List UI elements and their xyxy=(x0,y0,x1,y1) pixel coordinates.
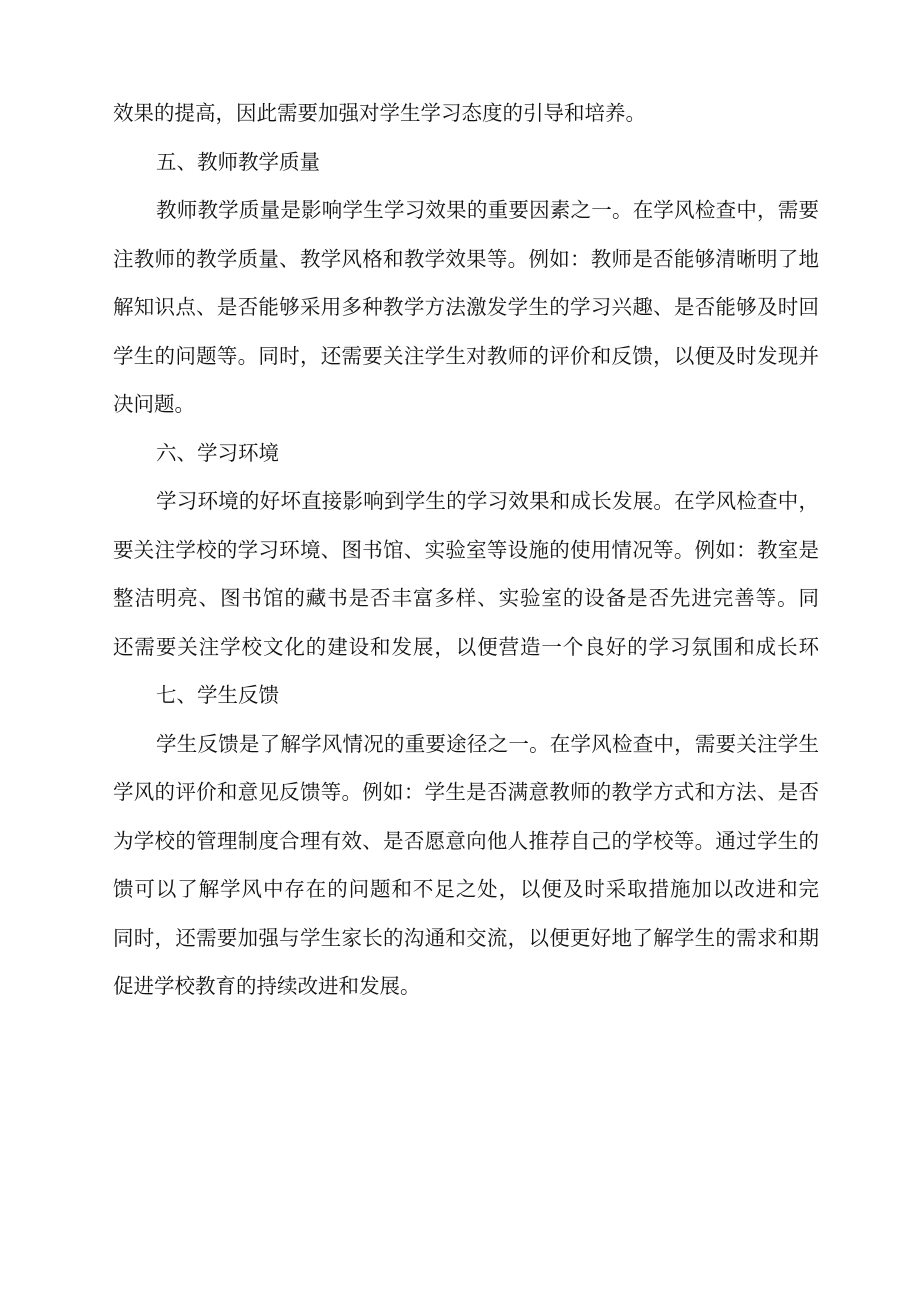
paragraph-line: 学生的问题等。同时，还需要关注学生对教师的评价和反馈，以便及时发现并 xyxy=(113,343,819,368)
paragraph-line: 整洁明亮、图书馆的藏书是否丰富多样、实验室的设备是否先进完善等。同 xyxy=(113,586,819,610)
paragraph-line: 学生反馈是了解学风情况的重要途径之一。在学风检查中，需要关注学生 xyxy=(156,731,819,756)
paragraph-line: 教师教学质量是影响学生学习效果的重要因素之一。在学风检查中，需要 xyxy=(156,198,819,222)
section-heading-teaching-quality: 五、教师教学质量 xyxy=(156,149,320,174)
paragraph-line: 效果的提高，因此需要加强对学生学习态度的引导和培养。 xyxy=(113,101,646,125)
section-heading-learning-environment: 六、学习环境 xyxy=(156,440,279,465)
paragraph-line: 学习环境的好坏直接影响到学生的学习效果和成长发展。在学风检查中， xyxy=(156,489,819,513)
paragraph-line: 促进学校教育的持续改进和发展。 xyxy=(113,974,421,998)
paragraph-line: 注教师的教学质量、教学风格和教学效果等。例如：教师是否能够清晰明了地 xyxy=(113,246,819,271)
section-heading-student-feedback: 七、学生反馈 xyxy=(156,683,279,707)
paragraph-line: 馈可以了解学风中存在的问题和不足之处，以便及时采取措施加以改进和完 xyxy=(113,877,819,901)
paragraph-line: 解知识点、是否能够采用多种教学方法激发学生的学习兴趣、是否能够及时回 xyxy=(113,295,819,319)
document-body xyxy=(113,89,819,1011)
paragraph-line: 决问题。 xyxy=(113,392,195,416)
paragraph-line: 还需要关注学校文化的建设和发展，以便营造一个良好的学习氛围和成长环 xyxy=(113,634,819,659)
paragraph-line: 要关注学校的学习环境、图书馆、实验室等设施的使用情况等。例如：教室是 xyxy=(113,537,819,562)
paragraph-line: 同时，还需要加强与学生家长的沟通和交流，以便更好地了解学生的需求和期 xyxy=(113,925,819,950)
paragraph-line: 为学校的管理制度合理有效、是否愿意向他人推荐自己的学校等。通过学生的 xyxy=(113,828,819,853)
paragraph-line: 学风的评价和意见反馈等。例如：学生是否满意教师的教学方式和方法、是否 xyxy=(113,780,819,804)
